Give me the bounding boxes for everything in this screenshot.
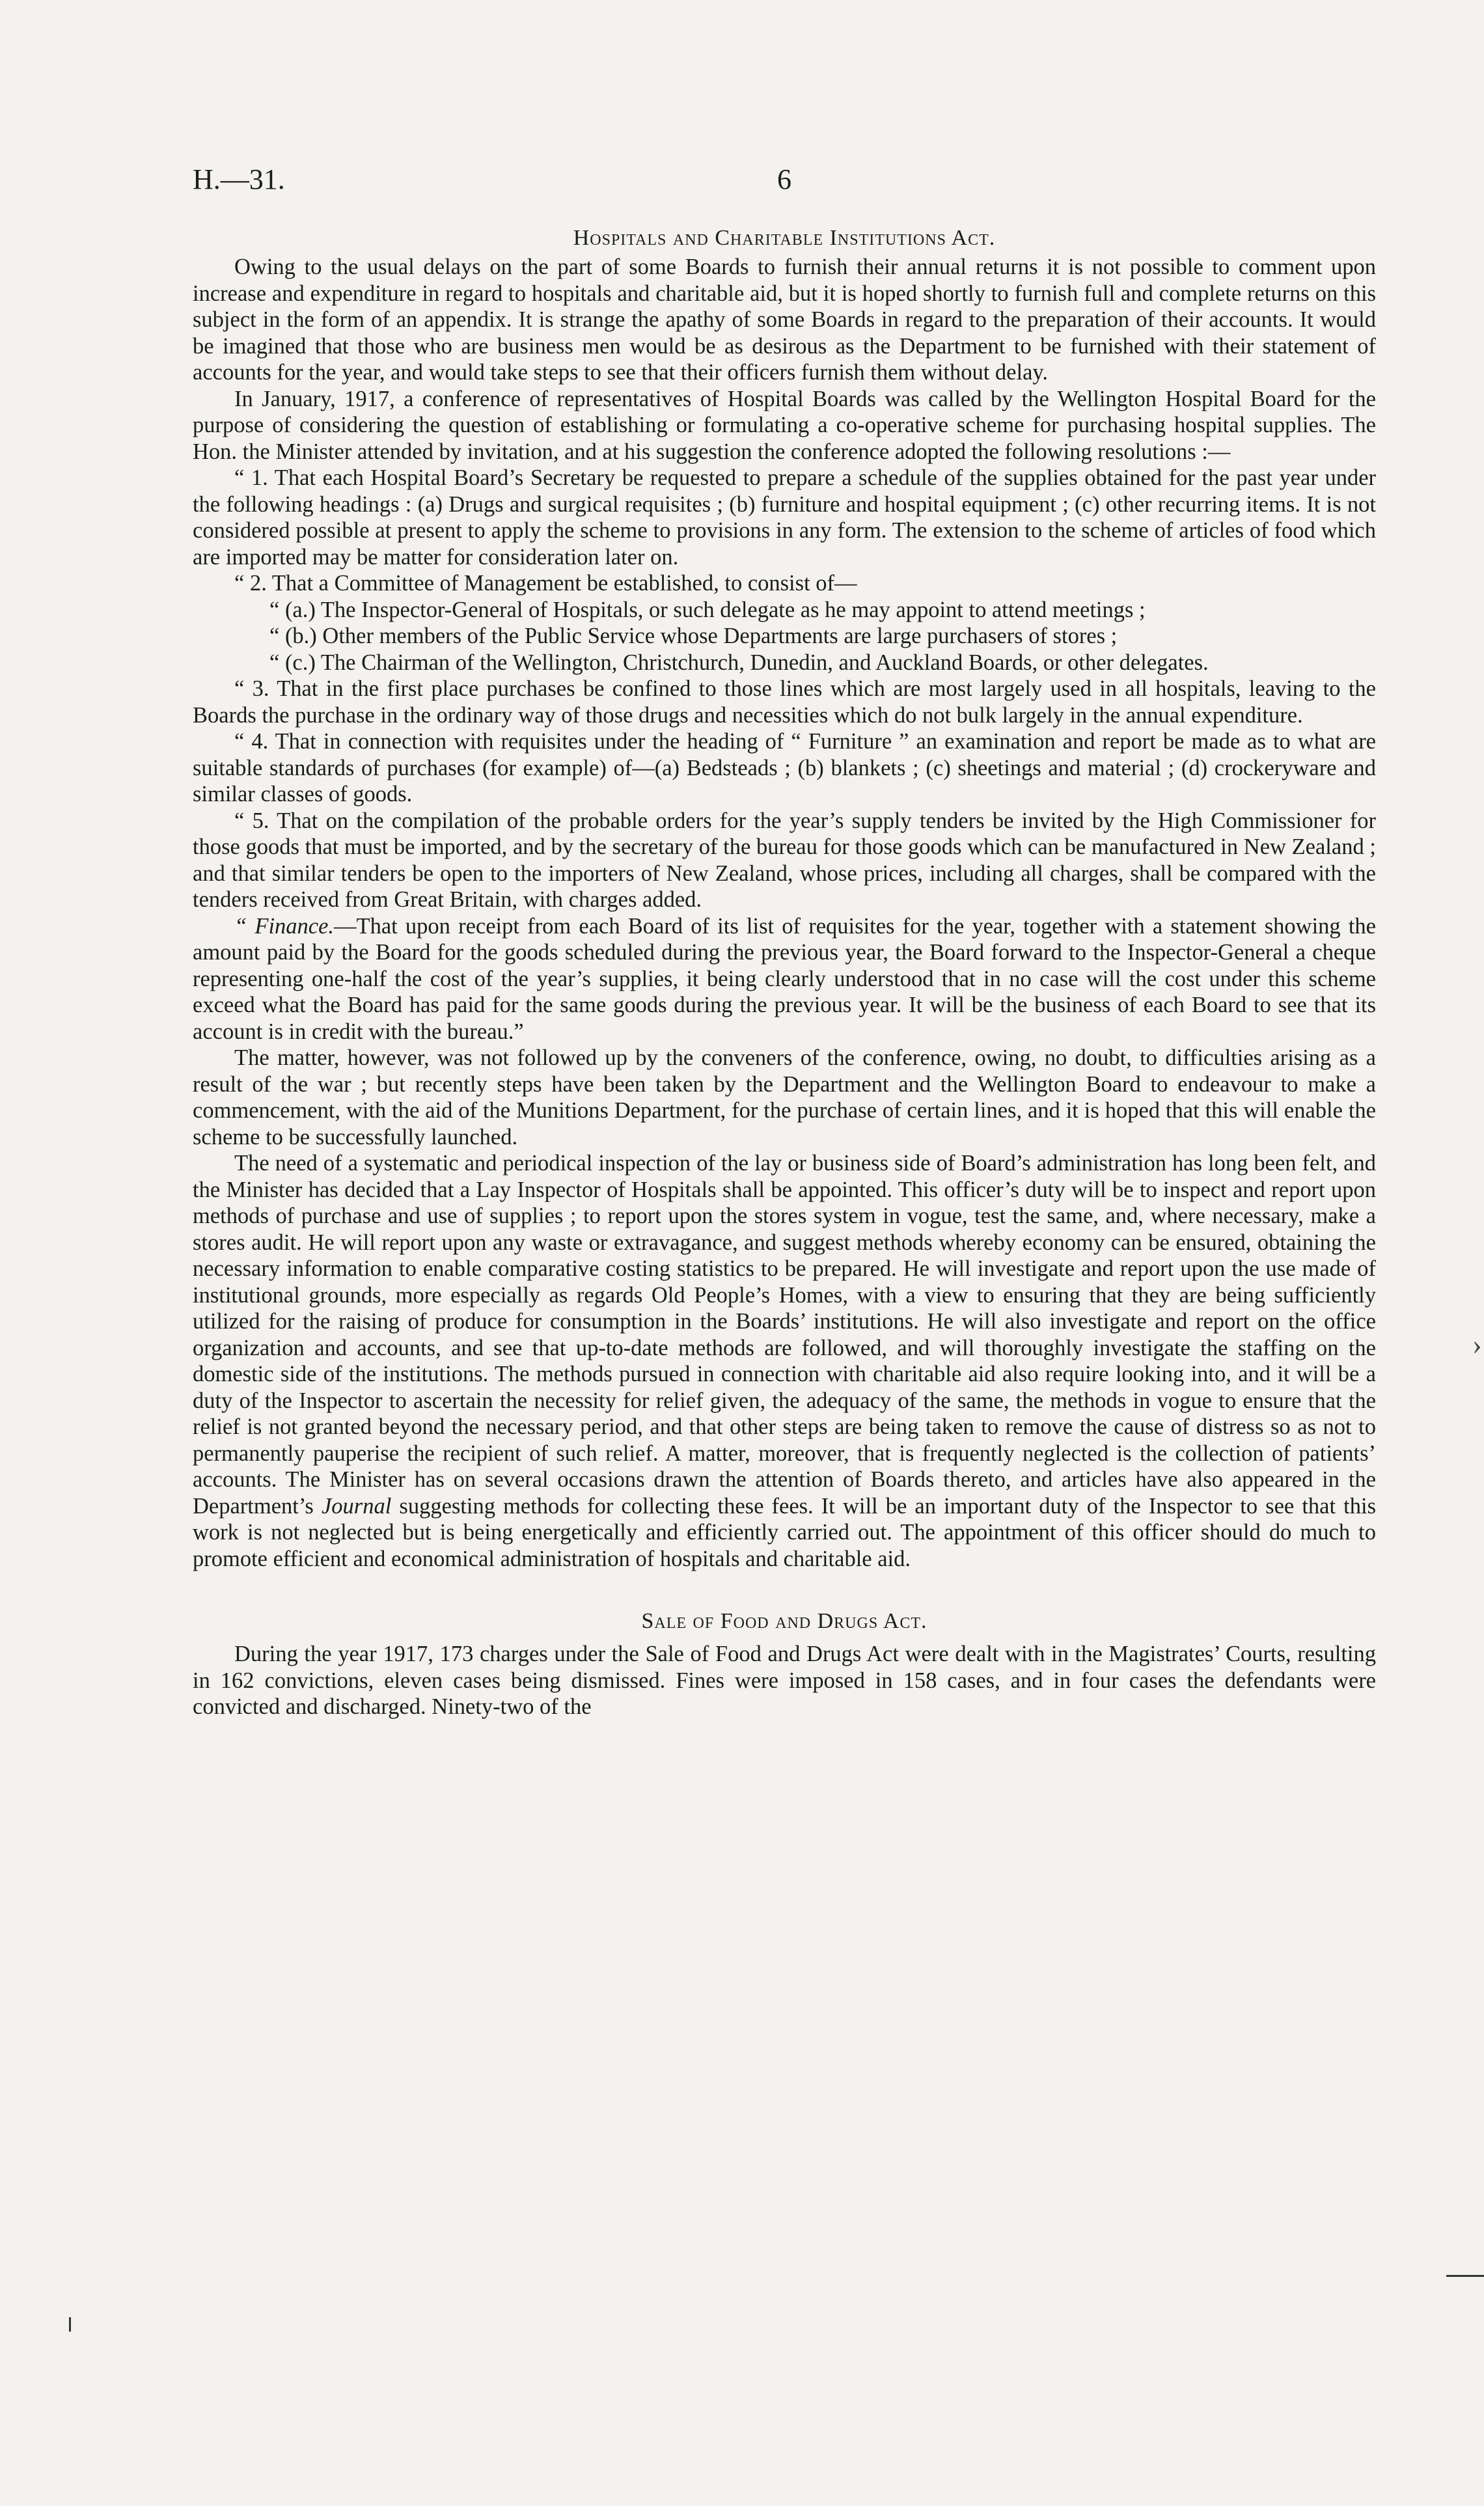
finance-paragraph [193,913,1376,1045]
margin-tick [69,2317,71,2332]
committee-subitem: “ (b.) Other members of the Public Service whose Departments are large purchasers of stores ; [269,624,1118,648]
inspector-text-before: The need of a systematic and periodical inspection of the lay or business side of Board’s administration has long been felt, and the Minister has decided that a Lay Inspector of Hospitals shall be appointed. This officer’s duty will be to inspect and report upon methods of purchase and use of supplies ; to report upon the stores system in vogue, test the same, and, where necessary, make a stores audit. He will report upon any waste or extravagance, and suggest methods whereby economy can be ensured, obtaining the necessary information to enable comparative costing statistics to be prepared. He will investigate and report upon the use made of institutional grounds, more especially as regards Old People’s Homes, with a view to ensuring that they are being sufficiently utilized for the raising of produce for consumption in the Boards’ institutions. He will also investigate and report on the office organization and accounts, and see that up-to-date methods are followed, and will thoroughly investigate the staffing on the domestic side of the institutions. The methods pursued in connection with charitable aid also require looking into, and it will be a duty of the Inspector to ascertain the necessity for relief given, the adequacy of the same, the methods in vogue to ensure that the relief is not granted beyond the necessary period, and that other steps are being taken to remove the cause of distress so as not to permanently pauperise the recipient of such relief. A matter, moreover, that is frequently neglected is the collection of patients’ accounts. The Minister has on several occasions drawn the attention of Boards thereto, and articles have also appeared in the Department’s [193,1151,1376,1519]
resolution-paragraph: “ 3. That in the first place purchases be confined to those lines which are most largely used in all hospitals, leaving to the Boards the purchase in the ordinary way of those drugs and necessities which do not bulk largely in the annual expenditure. [193,676,1376,728]
resolution-paragraph: “ 1. That each Hospital Board’s Secretary be requested to prepare a schedule of the supplies obtained for the past year under the following headings : (a) Drugs and surgical requisites ; (b) furniture and hospital equipment ; (c) other recurring items. It is not considered possible at present to apply the scheme to provisions in any form. The extension to the scheme of articles of food which are imported may be matter for consideration later on. [193,465,1376,570]
document-reference: H.—31. [193,163,285,195]
paragraph: During the year 1917, 173 charges under the Sale of Food and Drugs Act were dealt with in the Magistrates’ Courts, resulting in 162 convictions, eleven cases being dismissed. Fines were imposed in 158 cases, and in four cases the defendants were convicted and discharged. Ninety-two of the [193,1642,1376,1719]
journal-word: Journal [321,1493,392,1519]
inspector-text-after: suggesting methods for collecting these fees. It will be an important duty of the Inspector to see that this work is not neglected but is being energetically and efficiently carried out. The appointment of this officer should do much to promote efficient and economical administration of hospitals and charitable aid. [193,1493,1377,1571]
margin-dash [1446,2275,1484,2277]
committee-subitem: “ (a.) The Inspector-General of Hospitals, or such delegate as he may appoint to attend meetings ; [269,597,1146,622]
paragraph: Owing to the usual delays on the part of some Boards to furnish their annual returns it is not possible to comment upon increase and expenditure in regard to hospitals and charitable aid, but it is hoped shortly to furnish full and complete returns on this subject in the form of an appendix. It is strange the apathy of some Boards in regard to the preparation of their accounts. It would be imagined that those who are business men would be as desirous as the Department to be furnished with their statement of accounts for the year, and would take steps to see that their officers furnish them without delay. [193,255,1376,385]
resolution-paragraph: “ 2. That a Committee of Management be established, to consist of— [234,571,857,596]
committee-subitem: “ (c.) The Chairman of the Wellington, Christchurch, Dunedin, and Auckland Boards, or other delegates. [269,650,1209,675]
margin-mark: › [1472,1329,1482,1360]
paragraph: The matter, however, was not followed up by the conveners of the conference, owing, no doubt, to difficulties arising as a result of the war ; but recently steps have been taken by the Department and the Wellington Board to endeavour to make a commencement, with the aid of the Munitions Department, for the purchase of certain lines, and it is hoped that this will enable the scheme to be successfully launched. [193,1045,1376,1150]
page-body [193,163,1376,1720]
resolution-paragraph: “ 4. That in connection with requisites under the heading of “ Furniture ” an examination and report be made as to what are suitable standards of purchases (for example) of—(a) Bedsteads ; (b) blankets ; (c) sheetings and material ; (d) crockeryware and similar classes of goods. [193,729,1376,806]
finance-text: —That upon receipt from each Board of its list of requisites for the year, together with a statement showing the amount paid by the Board for the goods scheduled during the previous year, the Board forward to the Inspector-General a cheque representing one-half the cost of the year’s supplies, it being clearly understood that in no case will the cost under this scheme exceed what the Board has paid for the same goods during the previous year. It will be the business of each Board to see that its account is in credit with the bureau.” [193,913,1376,1044]
resolution-paragraph: “ 5. That on the compilation of the probable orders for the year’s supply tenders be invited by the High Commissioner for those goods that must be imported, and by the secretary of the bureau for those goods which can be manufactured in New Zealand ; and that similar tenders be open to the importers of New Zealand, whose prices, including all charges, shall be compared with the tenders received from Great Britain, with charges added. [193,808,1376,912]
inspector-paragraph [193,1150,1376,1572]
section-title-hospitals: Hospitals and Charitable Institutions Act. [573,226,996,250]
page-number: 6 [777,163,791,195]
finance-label: “ Finance. [234,913,335,939]
section-title-food-drugs: Sale of Food and Drugs Act. [641,1609,928,1633]
paragraph: In January, 1917, a conference of representatives of Hospital Boards was called by the Wellington Hospital Board for the purpose of considering the question of establishing or formulating a co-operative scheme for purchasing hospital supplies. The Hon. the Minister attended by invitation, and at his suggestion the conference adopted the following resolutions :— [193,386,1376,464]
